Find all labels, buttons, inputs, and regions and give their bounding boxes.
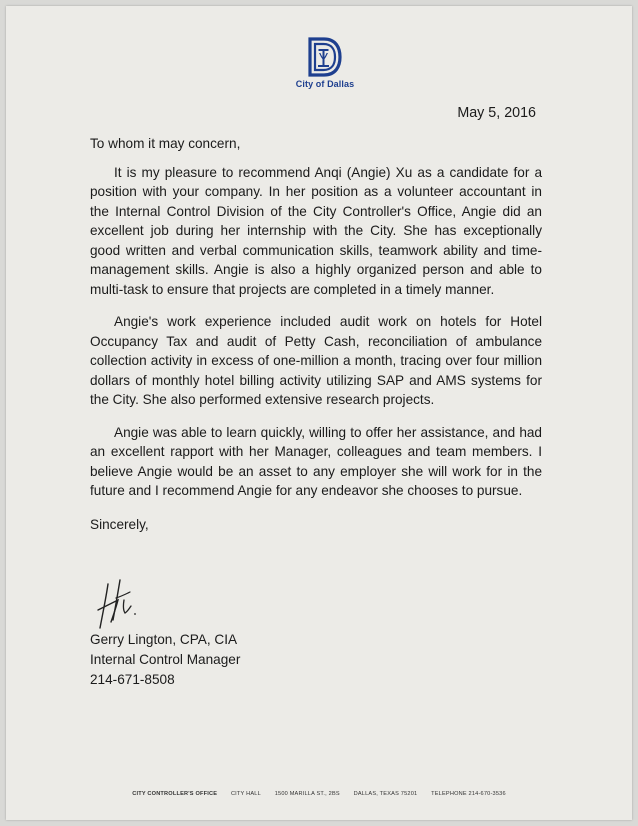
paragraph-recommendation: It is my pleasure to recommend Anqi (Angie) Xu as a candidate for a position with your company. In her position as a volunteer accountant in the Internal Control Division of the City Controller's Office, Angie did an excellent job during her internship with the City. She has exceptionally good written and verbal communication skills, teamwork ability and time-management skills. Angie is also a highly organized person and able to multi-task to ensure that projects are completed in a timely manner.: [90, 164, 542, 297]
city-name: City of Dallas: [295, 79, 355, 89]
signer-title: Internal Control Manager: [90, 652, 241, 667]
footer-street: 1500 MARILLA ST., 2BS: [274, 791, 340, 797]
footer-building: CITY HALL: [230, 791, 261, 797]
footer-department: CITY CONTROLLER'S OFFICE: [132, 791, 218, 797]
letter-body: [90, 134, 542, 534]
letter-date: May 5, 2016: [457, 105, 536, 121]
closing: Sincerely,: [90, 516, 149, 532]
city-logo: [295, 36, 355, 89]
salutation: To whom it may concern,: [90, 136, 241, 151]
signer-name: Gerry Lington, CPA, CIA: [90, 632, 238, 647]
signer-block: [90, 630, 240, 690]
handwritten-signature: [94, 576, 164, 634]
footer-city-state-zip: DALLAS, TEXAS 75201: [353, 791, 418, 797]
city-of-dallas-d-icon: [307, 36, 343, 78]
footer-telephone: TELEPHONE 214-670-3536: [431, 791, 506, 797]
paragraph-experience: Angie's work experience included audit work on hotels for Hotel Occupancy Tax and audit of Petty Cash, reconciliation of ambulance collection activity in excess of one-million a month, tracing over four million dollars of monthly hotel billing activity utilizing SAP and AMS systems for the City. She also performed extensive research projects.: [90, 314, 542, 407]
paragraph-qualities: Angie was able to learn quickly, willing to offer her assistance, and had an excellent rapport with her Manager, colleagues and team members. I believe Angie would be an asset to any employer she will work for in the future and I recommend Angie for any endeavor she chooses to pursue.: [90, 424, 542, 498]
signer-phone: 214-671-8508: [90, 672, 175, 687]
letter-page: [6, 6, 632, 820]
letterhead-footer: [6, 791, 632, 797]
